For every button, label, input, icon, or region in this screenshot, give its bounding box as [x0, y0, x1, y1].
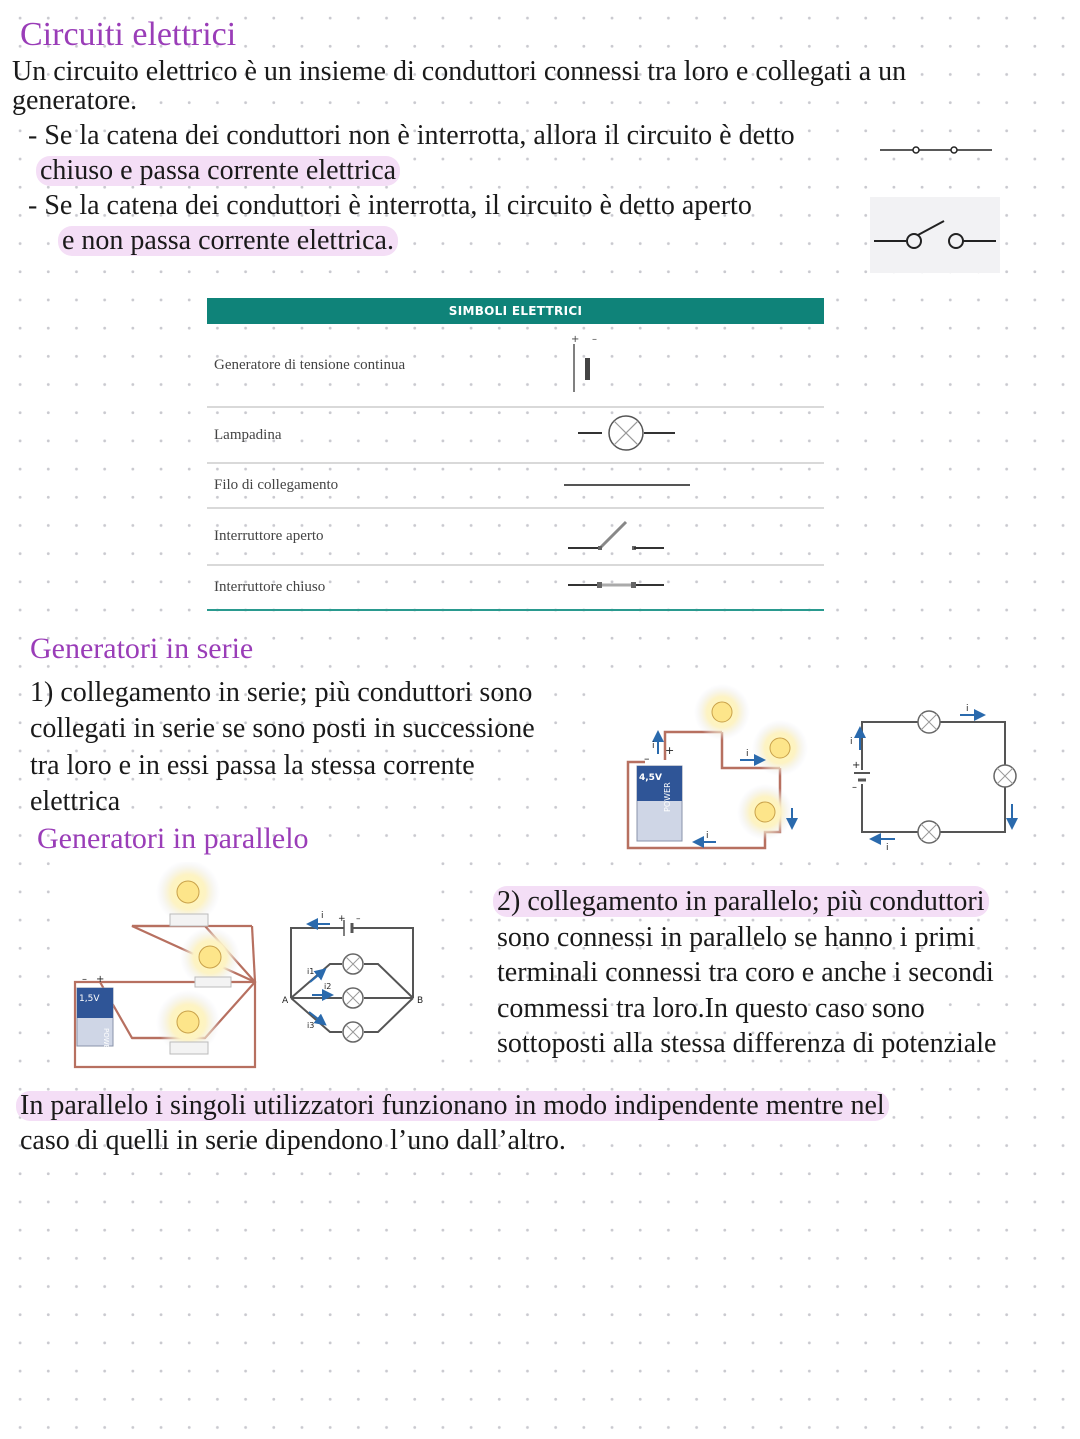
closed-switch-icon: [564, 575, 824, 595]
open-switch-sketch-icon: [870, 197, 1000, 273]
row-label: Interruttore chiuso: [207, 565, 564, 610]
svg-text:–: –: [82, 974, 87, 985]
svg-text:i2: i2: [324, 982, 332, 991]
symbols-table: [207, 298, 824, 611]
parallel-circuit-diagram: [60, 862, 430, 1072]
parallel-text-5: sottoposti alla stessa differenza di potenziale: [497, 1028, 997, 1059]
svg-text:POWER: POWER: [102, 1028, 110, 1054]
svg-text:i: i: [746, 749, 749, 759]
series-text-1: 1) collegamento in serie; più conduttori sono: [30, 678, 533, 708]
bullet-open-cont: e non passa corrente elettrica.: [58, 226, 398, 256]
parallel-text-4: commessi tra loro.In questo caso sono: [497, 993, 925, 1024]
conclusion-line-2: caso di quelli in serie dipendono l’uno dall’altro.: [20, 1125, 566, 1156]
bullet-closed: - Se la catena dei conduttori non è interrotta, allora il circuito è detto: [28, 120, 795, 151]
svg-text:–: –: [852, 782, 857, 793]
svg-text:i: i: [850, 737, 853, 747]
svg-text:–: –: [644, 752, 650, 765]
svg-text:i: i: [886, 843, 889, 853]
svg-text:B: B: [417, 996, 424, 1006]
row-label: Lampadina: [207, 407, 564, 463]
open-switch-icon: [564, 512, 824, 556]
svg-text:i: i: [966, 704, 969, 714]
svg-text:i3: i3: [307, 1021, 315, 1030]
row-label: Interruttore aperto: [207, 508, 564, 565]
series-text-3: tra loro e in essi passa la stessa corrente: [30, 750, 475, 781]
svg-text:+: +: [96, 974, 105, 985]
bullet-open: - Se la catena dei conduttori è interrotta, il circuito è detto aperto: [28, 190, 752, 221]
parallel-text-3: terminali connessi tra coro e anche i secondi: [497, 957, 994, 988]
intro-line-2: generatore.: [12, 85, 138, 116]
series-circuit-diagram: [610, 672, 1030, 857]
series-heading: Generatori in serie: [30, 632, 254, 665]
row-label: Filo di collegamento: [207, 463, 564, 508]
svg-text:4,5V: 4,5V: [639, 773, 662, 783]
intro-line-1: Un circuito elettrico è un insieme di conduttori connessi tra loro e collegati a un: [12, 56, 907, 87]
series-text-4: elettrica: [30, 786, 121, 817]
parallel-text-1: 2) collegamento in parallelo; più conduttori: [493, 886, 989, 917]
svg-text:–: –: [356, 914, 361, 924]
svg-text:A: A: [282, 996, 289, 1006]
svg-text:i: i: [652, 741, 655, 751]
symbols-table-header: SIMBOLI ELETTRICI: [207, 298, 824, 324]
dc-source-icon: [564, 328, 824, 398]
conclusion-line-1: In parallelo i singoli utilizzatori funzionano in modo indipendente mentre nel: [16, 1091, 889, 1121]
svg-text:POWER: POWER: [663, 782, 672, 812]
svg-text:+: +: [852, 760, 861, 771]
svg-text:i: i: [706, 831, 709, 841]
page-title: Circuiti elettrici: [20, 16, 237, 53]
bullet-closed-cont: chiuso e passa corrente elettrica: [36, 156, 400, 186]
parallel-heading: Generatori in parallelo: [37, 822, 309, 855]
svg-text:1,5V: 1,5V: [79, 994, 100, 1004]
svg-text:+: +: [338, 914, 346, 924]
wire-icon: [564, 473, 824, 493]
row-label: Generatore di tensione continua: [207, 324, 564, 407]
lamp-icon: [564, 411, 824, 455]
parallel-text-2: sono connessi in parallelo se hanno i primi: [497, 922, 976, 953]
svg-text:+: +: [665, 744, 675, 757]
svg-text:i: i: [321, 911, 324, 921]
series-text-2: collegati in serie se sono posti in successione: [30, 714, 535, 744]
svg-text:+: +: [571, 333, 580, 345]
svg-text:–: –: [592, 333, 597, 345]
closed-switch-sketch-icon: [878, 140, 998, 160]
svg-text:i1: i1: [307, 967, 315, 976]
